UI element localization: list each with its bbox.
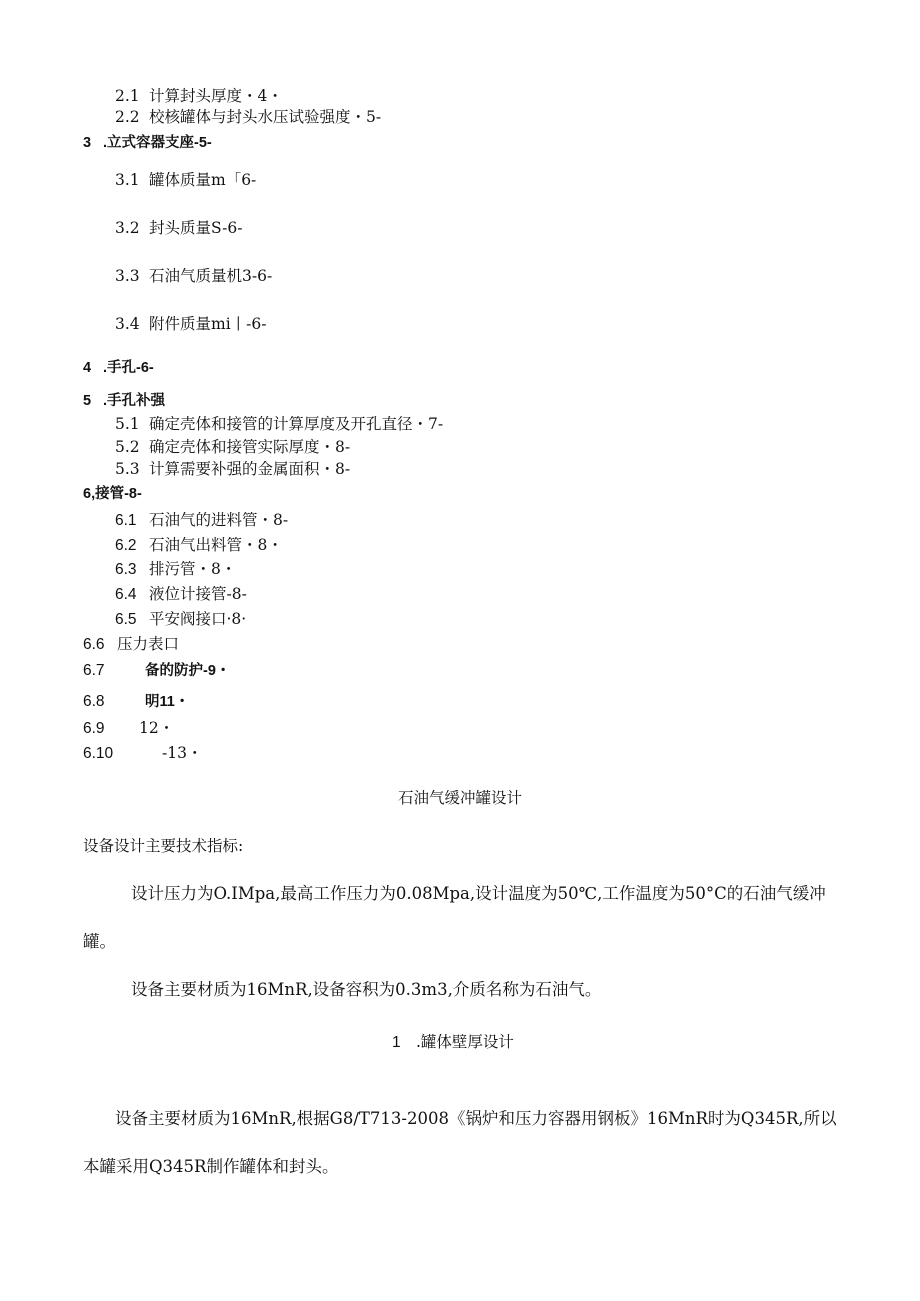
toc-entry-3-4[interactable] — [115, 314, 267, 334]
section-number: 1 — [392, 1034, 401, 1051]
toc-text: 压力表口 — [117, 635, 180, 653]
toc-text: 罐体质量m「6- — [149, 171, 257, 189]
toc-text: .手孔补强 — [103, 393, 166, 409]
toc-number: 2.1 — [115, 87, 140, 105]
toc-number: 2.2 — [115, 108, 140, 126]
toc-number: 3 — [83, 135, 92, 151]
toc-number: 5.3 — [115, 460, 140, 478]
toc-entry-6[interactable] — [83, 484, 142, 504]
toc-number: 5.2 — [115, 438, 140, 456]
toc-text: 平安阀接口·8· — [149, 610, 247, 628]
toc-entry-6-9[interactable] — [83, 718, 174, 739]
toc-text: 石油气出料管・8・ — [149, 536, 283, 554]
toc-text: 石油气的进料管・8- — [149, 511, 289, 529]
toc-number: 6.3 — [115, 561, 137, 578]
toc-entry-6-10[interactable] — [83, 743, 202, 764]
toc-number: 6.10 — [83, 745, 114, 762]
design-paragraph-line-1: 设备主要材质为16MnR,根据G8∕T713-2008《锅炉和压力容器用钢板》16MnR时为Q345R,所以 — [115, 1109, 837, 1128]
toc-text: -13・ — [162, 744, 203, 762]
toc-entry-4[interactable] — [83, 358, 154, 378]
toc-number: 3.1 — [115, 171, 140, 189]
toc-text: 明11・ — [145, 694, 190, 710]
toc-entry-6-5[interactable] — [115, 609, 246, 630]
toc-entry-6-2[interactable] — [115, 535, 283, 556]
toc-text: 确定壳体和接管实际厚度・8- — [149, 438, 351, 456]
toc-number: 3.2 — [115, 219, 140, 237]
toc-number: 6.1 — [115, 512, 137, 529]
toc-entry-6-4[interactable] — [115, 584, 247, 605]
toc-number: 6.9 — [83, 720, 105, 737]
toc-entry-5-1[interactable] — [115, 414, 443, 434]
toc-entry-5[interactable] — [83, 391, 165, 411]
toc-entry-3-3[interactable] — [115, 266, 272, 286]
spec-paragraph-line-1: 设计压力为O.IMpa,最高工作压力为0.08Mpa,设计温度为50℃,工作温度为50°C的石油气缓冲 — [131, 884, 826, 903]
toc-number: 6.6 — [83, 636, 105, 653]
toc-number: 3.3 — [115, 267, 140, 285]
toc-entry-5-3[interactable] — [115, 459, 350, 479]
toc-entry-3-1[interactable] — [115, 170, 256, 190]
toc-number: 6.2 — [115, 537, 137, 554]
spec-paragraph-line-2: 罐。 — [83, 932, 116, 951]
section-heading — [392, 1032, 514, 1053]
toc-entry-6-7[interactable] — [83, 660, 230, 681]
toc-number: 6.7 — [83, 662, 105, 679]
toc-text: 封头质量S-6- — [149, 219, 243, 237]
toc-text: 附件质量mi丨-6- — [149, 315, 267, 333]
toc-text: 校核罐体与封头水压试验强度・5- — [149, 108, 382, 126]
toc-text: 12・ — [139, 719, 175, 737]
toc-entry-6-3[interactable] — [115, 559, 236, 580]
toc-entry-6-1[interactable] — [115, 510, 288, 531]
toc-entry-5-2[interactable] — [115, 437, 350, 457]
toc-text: 6,接管-8- — [83, 486, 142, 502]
toc-number: 5.1 — [115, 415, 140, 433]
material-paragraph: 设备主要材质为16MnR,设备容积为0.3m3,介质名称为石油气。 — [131, 980, 602, 999]
toc-number: 6.4 — [115, 586, 137, 603]
toc-number: 3.4 — [115, 315, 140, 333]
toc-entry-6-6[interactable] — [83, 634, 179, 655]
toc-text: 石油气质量机3-6- — [149, 267, 273, 285]
toc-text: 计算需要补强的金属面积・8- — [149, 460, 351, 478]
toc-number: 6.5 — [115, 611, 137, 628]
toc-text: 确定壳体和接管的计算厚度及开孔直径・7- — [149, 415, 444, 433]
toc-text: .手孔-6- — [103, 360, 154, 376]
design-paragraph-line-2: 本罐采用Q345R制作罐体和封头。 — [83, 1157, 339, 1176]
toc-number: 6.8 — [83, 693, 105, 710]
document-title: 石油气缓冲罐设计 — [397, 789, 522, 807]
toc-entry-3[interactable] — [83, 133, 212, 153]
spec-heading: 设备设计主要技术指标: — [83, 837, 244, 855]
toc-text: 计算封头厚度・4・ — [149, 87, 283, 105]
toc-text: 排污管・8・ — [149, 560, 237, 578]
toc-entry-6-8[interactable] — [83, 691, 189, 712]
section-title: .罐体壁厚设计 — [416, 1033, 514, 1051]
toc-text: 备的防护-9・ — [145, 663, 231, 679]
toc-entry-3-2[interactable] — [115, 218, 243, 238]
toc-text: 液位计接管-8- — [149, 585, 247, 603]
toc-entry-2-2[interactable] — [115, 107, 381, 127]
toc-text: .立式容器支座-5- — [103, 135, 212, 151]
toc-number: 5 — [83, 393, 92, 409]
toc-number: 4 — [83, 360, 92, 376]
toc-entry-2-1[interactable] — [115, 86, 283, 106]
